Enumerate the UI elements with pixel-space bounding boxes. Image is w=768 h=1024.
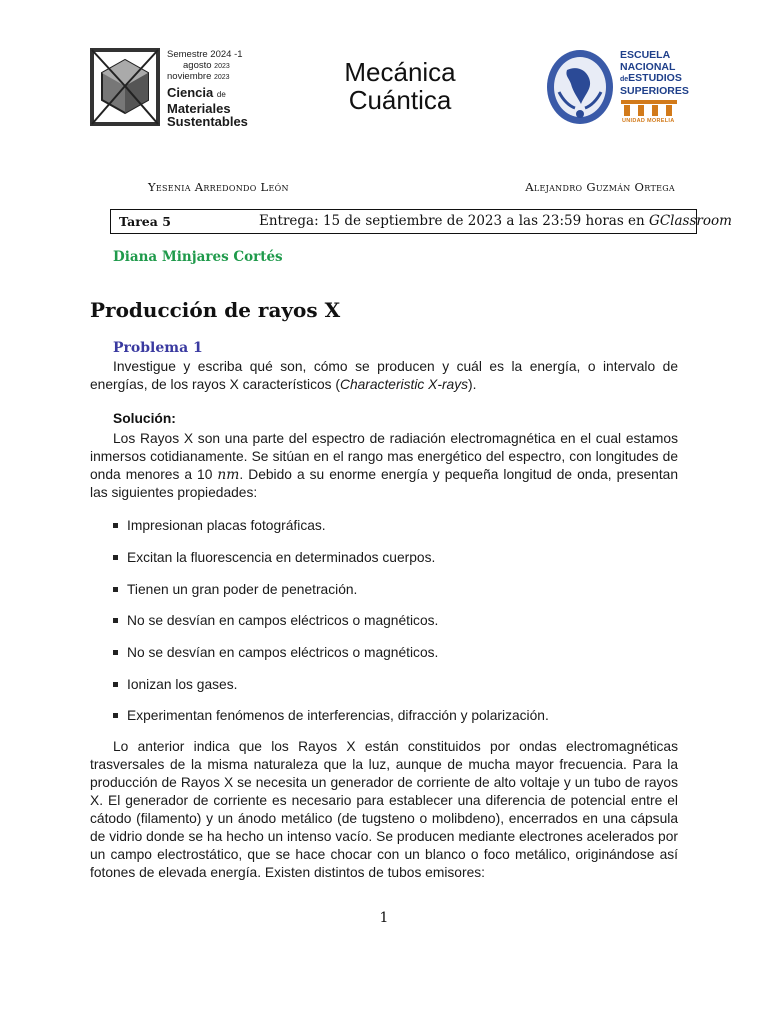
school-de: de: [620, 76, 629, 83]
list-item-text: No se desvían en campos eléctricos o magnéticos.: [127, 645, 439, 660]
bullet-icon: [113, 523, 118, 528]
bullet-icon: [113, 618, 118, 623]
list-item: [113, 676, 237, 694]
bullet-icon: [113, 587, 118, 592]
lab-name-de: de: [216, 90, 226, 99]
list-item-text: Impresionan placas fotográficas.: [127, 518, 326, 533]
task-deadline: [259, 213, 732, 229]
sol-p1-before: Los Rayos X son una parte del espectro de radiación electromagnética en el cual estamos inmersos cotidianamente. Se sitúan en el rango mas energético del espectro, con longitudes de onda menores a 10: [90, 431, 678, 482]
list-item: [113, 707, 549, 725]
task-label: Tarea 5: [119, 214, 171, 229]
list-item: [113, 581, 357, 599]
list-item: [113, 612, 438, 630]
solution-label: Solución:: [113, 411, 176, 426]
section-title: Producción de rayos X: [90, 298, 341, 322]
school-line1: ESCUELA: [620, 49, 671, 61]
list-item-text: Tienen un gran poder de penetración.: [127, 582, 358, 597]
start-month: agosto: [183, 59, 212, 71]
problem-text: [90, 358, 678, 394]
problem-text-after: ).: [468, 377, 477, 392]
sol-p1-unit: nm: [217, 467, 240, 483]
start-year: 2023: [214, 62, 230, 70]
solution-paragraph-2: Lo anterior indica que los Rayos X están constituidos por ondas electromagnéticas trasversales de la misma naturaleza que la luz, aunque de mucha mayor frecuencia. Para la producción de Rayos X se necesita un generador de corriente de alto voltaje y un tubo de rayos X. El generador de corriente es necesario para establecer una diferencia de potencial entre el cátodo (filamento) y un ánodo metálico (de tugsteno o molibdeno), encerrados en una cápsula de vidrio donde se ha hecho un intenso vacío. Se producen mediante electrones acelerados por un campo electrostático, que se hace chocar con un blanco o foco metálico, originándose así fotones de elevada energía. Existen distintos de tubos emisores:: [90, 739, 678, 880]
course-title-line1: Mecánica: [344, 57, 456, 87]
bullet-icon: [113, 682, 118, 687]
problem-text-before: Investigue y escriba qué son, cómo se producen y cuál es la energía, o intervalo de energías, de los rayos X característicos (: [90, 359, 678, 392]
unam-seal-icon: [545, 48, 615, 126]
task-box: [110, 209, 732, 234]
list-item: [113, 644, 438, 662]
school-name: [620, 50, 690, 97]
deadline-platform: GClassroom: [649, 213, 732, 229]
list-item-text: Experimentan fenómenos de interferencias, difracción y polarización.: [127, 708, 549, 723]
columns-icon: [621, 100, 677, 116]
deadline-text: Entrega: 15 de septiembre de 2023 a las 23:59 horas en: [259, 213, 650, 229]
problem-heading: Problema 1: [113, 340, 203, 356]
lab-name-line2: Materiales: [167, 100, 231, 116]
end-year: 2023: [214, 74, 230, 81]
semester-label: Semestre 2024 -1: [167, 49, 243, 60]
author-1: Yesenia Arredondo León: [148, 180, 289, 194]
problem-text-italic: Characteristic X-rays: [339, 377, 469, 392]
bullet-icon: [113, 650, 118, 655]
school-unit: UNIDAD MORELIA: [622, 118, 675, 124]
list-item: [113, 517, 326, 535]
bullet-icon: [113, 555, 118, 560]
semester-info: [167, 50, 243, 84]
lab-name: [167, 86, 248, 129]
bullet-icon: [113, 713, 118, 718]
end-month: noviembre: [167, 71, 212, 82]
list-item-text: Excitan la fluorescencia en determinados cuerpos.: [127, 550, 436, 565]
author-2: Alejandro Guzmán Ortega: [525, 180, 675, 194]
course-title: [320, 58, 480, 114]
school-line4: SUPERIORES: [620, 84, 689, 97]
sol-p1-after: . Debido a su enorme energía y pequeña longitud de onda, presentan las siguientes propiedades:: [90, 467, 678, 500]
solution-paragraph-1: [90, 430, 678, 502]
list-item-text: Ionizan los gases.: [127, 677, 238, 692]
lab-logo-icon: [90, 48, 160, 126]
page-number: 1: [379, 910, 389, 926]
list-item-text: No se desvían en campos eléctricos o magnéticos.: [127, 613, 439, 628]
school-line2: NACIONAL: [620, 60, 676, 73]
course-title-line2: Cuántica: [348, 85, 452, 115]
school-line3: ESTUDIOS: [628, 72, 682, 84]
lab-name-line3: Sustentables: [167, 114, 248, 129]
lab-name-line1: Ciencia: [167, 85, 214, 100]
list-item: [113, 549, 435, 567]
student-name: Diana Minjares Cortés: [113, 249, 283, 265]
